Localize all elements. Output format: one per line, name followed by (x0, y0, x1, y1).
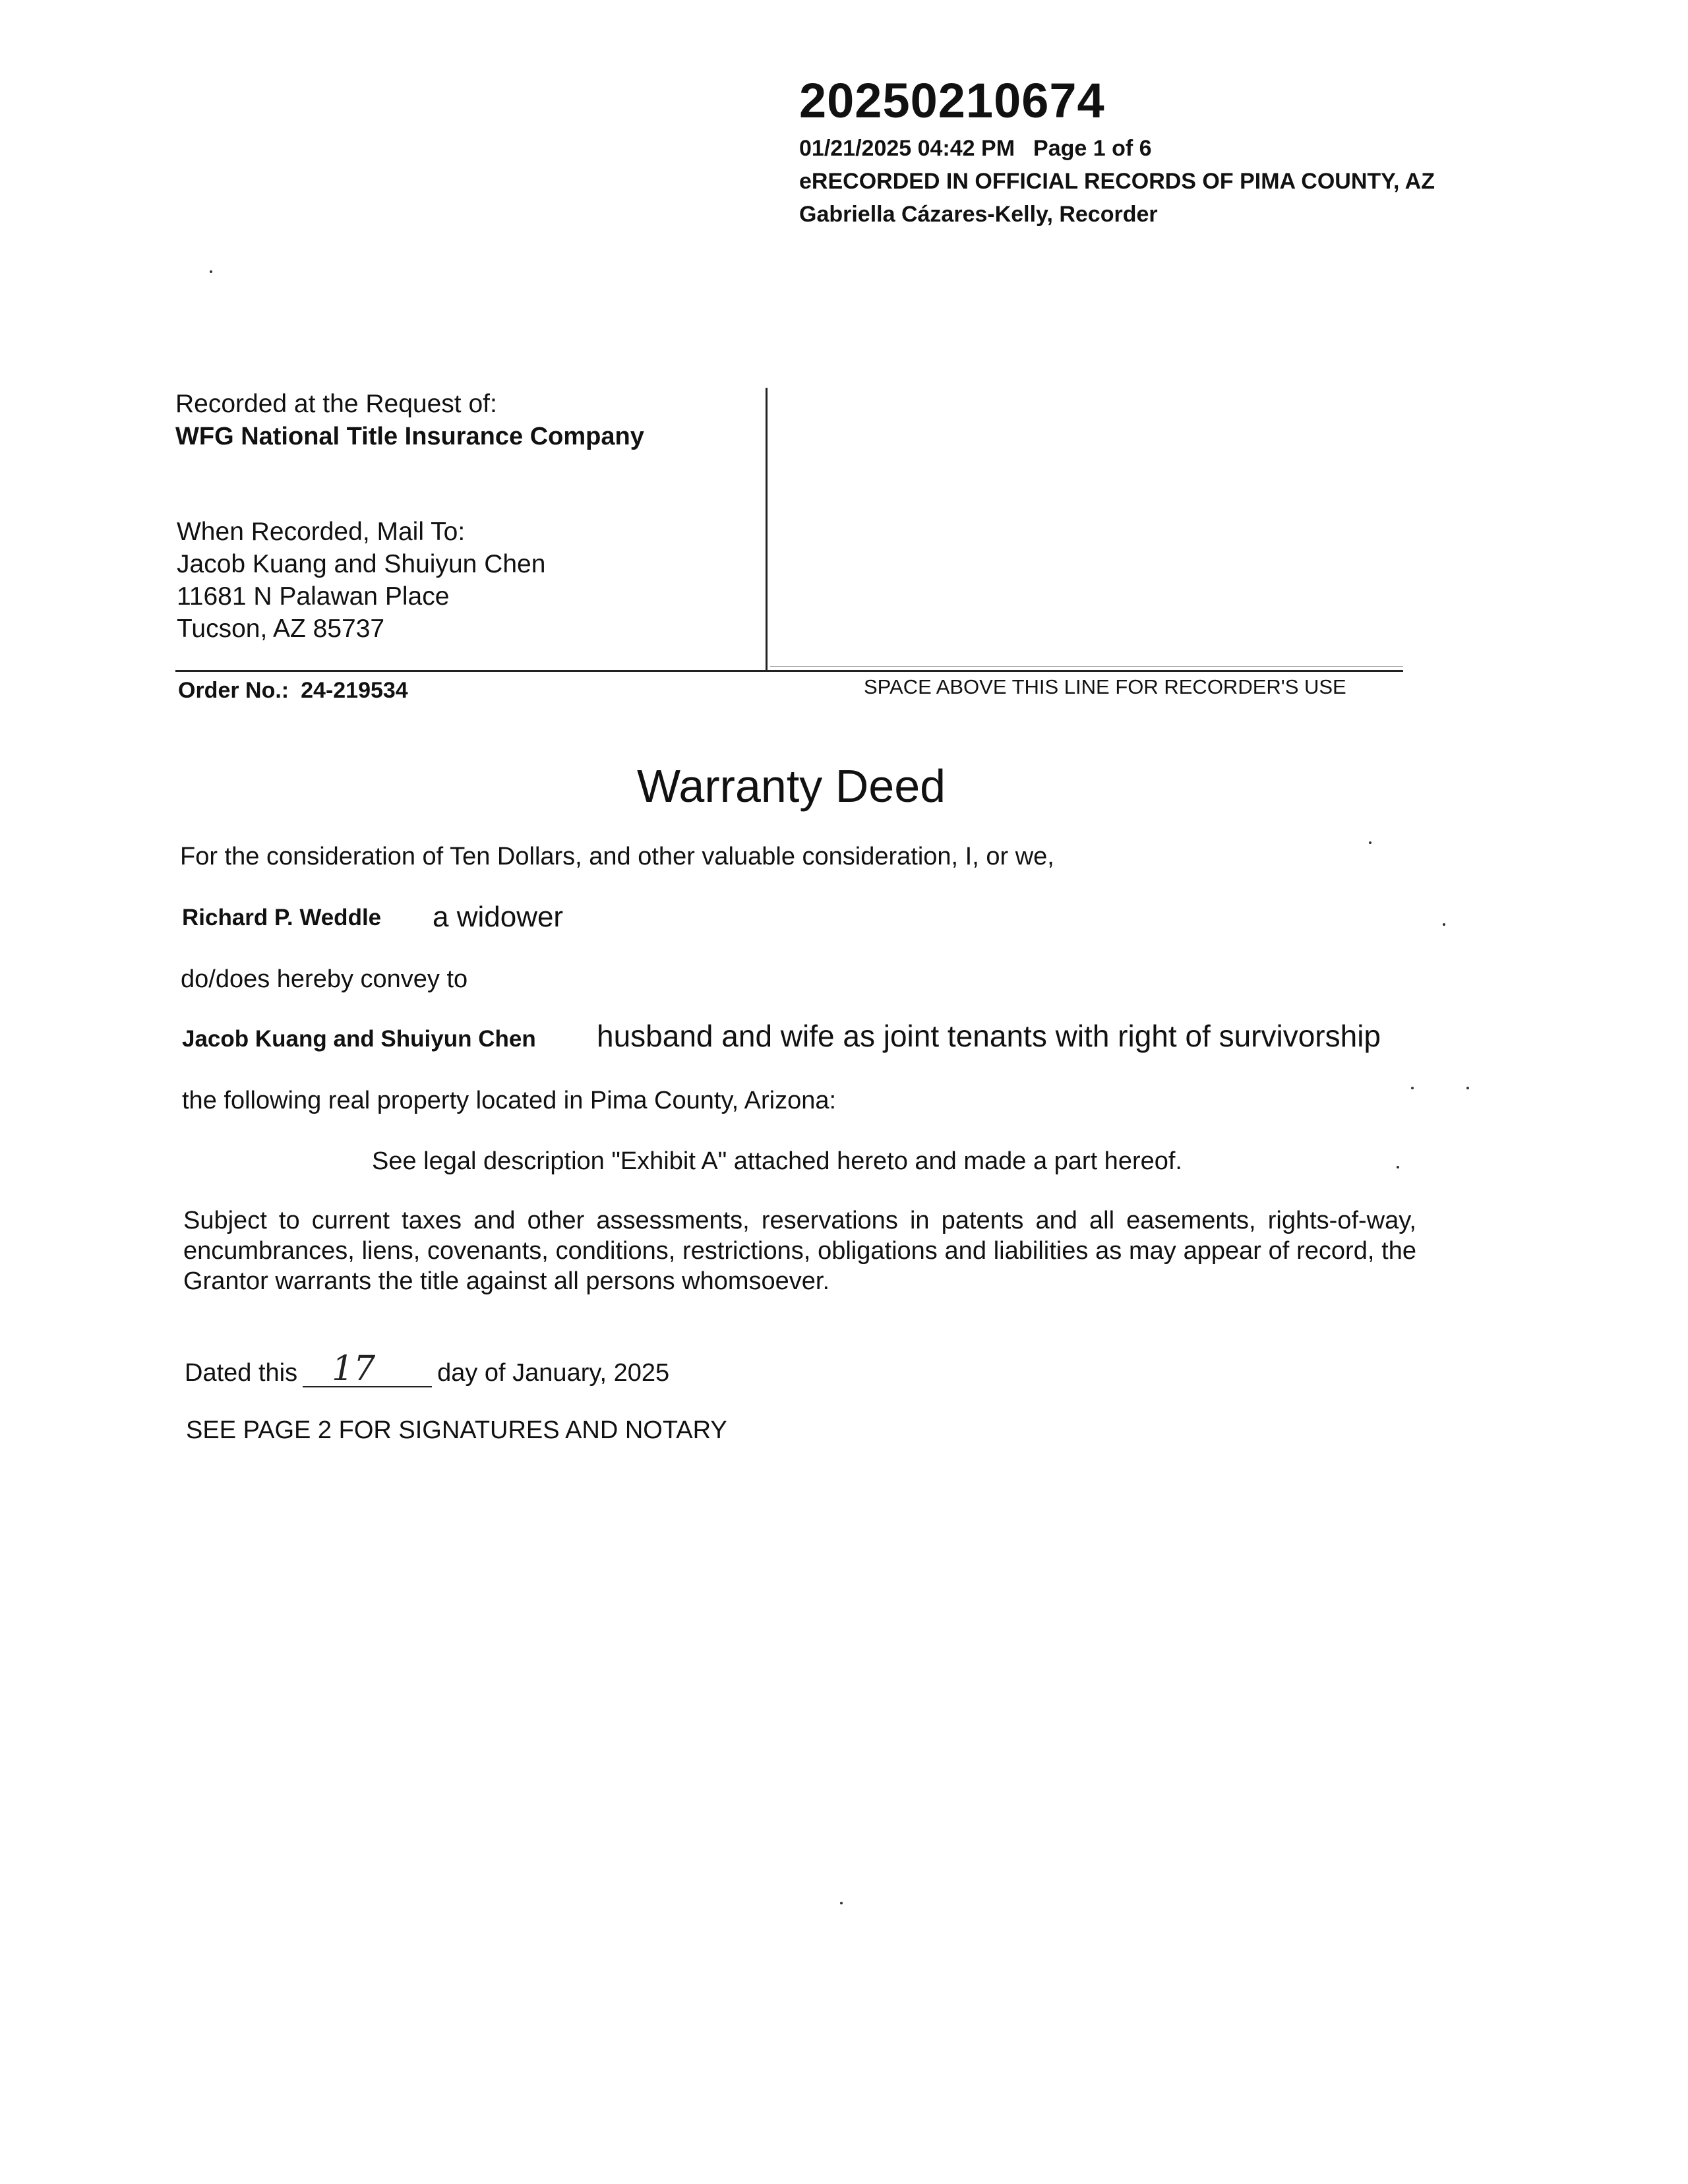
scan-speck (1369, 841, 1372, 844)
grantor-name: Richard P. Weddle (182, 905, 382, 930)
mail-to-name: Jacob Kuang and Shuiyun Chen (177, 550, 546, 578)
mail-to-city: Tucson, AZ 85737 (177, 615, 385, 643)
dated-day-blank (303, 1349, 432, 1389)
grantee-vesting: husband and wife as joint tenants with right of survivorship (597, 1019, 1381, 1053)
consideration-clause: For the consideration of Ten Dollars, and other valuable consideration, I, or we, (180, 843, 1054, 870)
recorder-space-line (175, 670, 1403, 672)
scan-speck (840, 1902, 843, 1904)
recorder-name: Gabriella Cázares-Kelly, Recorder (799, 202, 1158, 227)
mail-to-street: 11681 N Palawan Place (177, 582, 450, 611)
mail-to-label: When Recorded, Mail To: (177, 518, 466, 546)
recording-office: eRECORDED IN OFFICIAL RECORDS OF PIMA COUNTY, AZ (799, 169, 1435, 194)
dated-prefix: Dated this (185, 1359, 298, 1387)
dated-suffix: day of January, 2025 (437, 1359, 670, 1387)
convey-clause: do/does hereby convey to (181, 965, 468, 993)
page-count: Page 1 of 6 (1033, 136, 1152, 161)
dated-line (185, 1349, 670, 1389)
recorders-use-note: SPACE ABOVE THIS LINE FOR RECORDER'S USE (864, 675, 1346, 698)
request-label: Recorded at the Request of: (175, 390, 497, 418)
order-label: Order No.: (178, 678, 289, 703)
scan-speck (1443, 923, 1445, 926)
legal-description-reference: See legal description "Exhibit A" attached hereto and made a part hereof. (372, 1147, 1182, 1175)
see-page-note: SEE PAGE 2 FOR SIGNATURES AND NOTARY (186, 1416, 727, 1444)
recording-datetime-line (799, 136, 1152, 162)
request-company: WFG National Title Insurance Company (175, 423, 644, 450)
scan-speck (210, 270, 212, 273)
deed-title: Warranty Deed (636, 760, 946, 812)
grantor-status: a widower (433, 901, 564, 933)
property-location: the following real property located in Pima County, Arizona: (182, 1087, 837, 1114)
subject-to-clause: Subject to current taxes and other assessments, reservations in patents and all easements, rights-of-way, encumbrances, liens, covenants, conditions, restrictions, obligations and liabilities as may appear of record, the Grantor warrants the title against all persons whomsoever. (183, 1207, 1416, 1295)
recording-datetime: 01/21/2025 04:42 PM (799, 136, 1015, 161)
scan-speck (1397, 1166, 1399, 1168)
recorder-box-line-faint (770, 666, 1403, 667)
scan-speck (1466, 1087, 1469, 1089)
grantee-names: Jacob Kuang and Shuiyun Chen (182, 1026, 536, 1052)
order-number: 24-219534 (301, 678, 408, 703)
dated-day: 17 (332, 1349, 376, 1389)
recorder-box-divider (766, 388, 768, 670)
document-number: 20250210674 (799, 73, 1105, 128)
scan-speck (1411, 1087, 1414, 1089)
order-number-line (178, 678, 408, 704)
